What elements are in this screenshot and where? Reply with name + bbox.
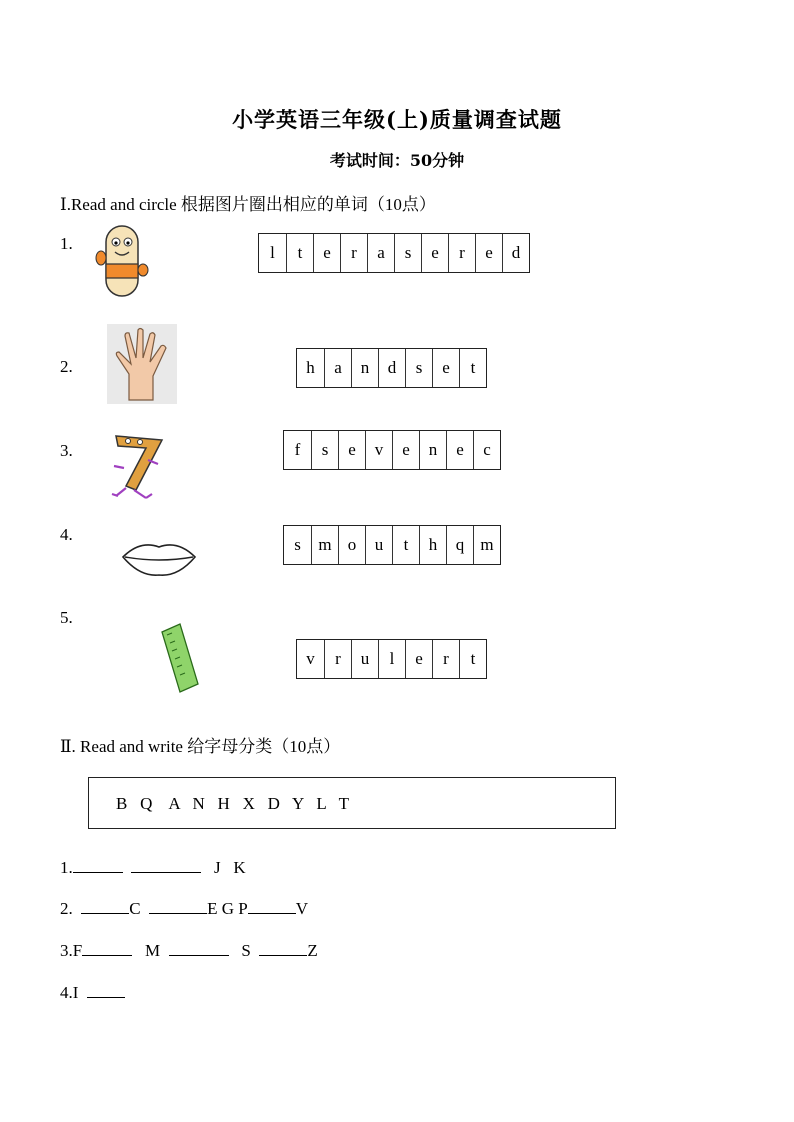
letter-cell[interactable]: e — [405, 640, 432, 678]
ruler-icon — [158, 622, 202, 699]
letter-cell[interactable]: d — [378, 349, 405, 387]
letter-cell[interactable]: d — [502, 234, 529, 272]
blank[interactable] — [149, 898, 207, 914]
letter-cell[interactable]: f — [294, 440, 301, 459]
letter-cell[interactable]: t — [459, 349, 486, 387]
given-letter: V — [295, 899, 308, 918]
fill-line-3 — [60, 940, 318, 961]
letter-cell[interactable]: a — [367, 234, 394, 272]
given-letter: M — [144, 941, 161, 960]
blank[interactable] — [82, 940, 132, 956]
question-number: 5. — [60, 608, 73, 627]
given-letter: Z — [307, 941, 318, 960]
given-letter: K — [233, 858, 246, 877]
letter-cell[interactable]: e — [421, 234, 448, 272]
question-number: 4. — [60, 525, 73, 544]
letter-cell[interactable]: s — [405, 349, 432, 387]
question-number: 3. — [60, 441, 73, 460]
blank[interactable] — [131, 857, 201, 873]
letter-grid-1 — [258, 233, 530, 273]
question-number: 1. — [60, 234, 73, 253]
blank[interactable] — [81, 898, 129, 914]
letter-cell[interactable]: r — [432, 640, 459, 678]
line-number: 2. — [60, 899, 73, 918]
blank[interactable] — [87, 982, 125, 998]
letter-cell[interactable]: h — [306, 358, 315, 377]
seven-cartoon-icon — [106, 430, 170, 507]
fill-line-1 — [60, 857, 246, 878]
letter-cell[interactable]: e — [446, 431, 473, 469]
blank[interactable] — [73, 857, 123, 873]
eraser-cartoon-icon — [92, 220, 152, 307]
letter-cell[interactable]: n — [419, 431, 446, 469]
hand-icon — [107, 324, 177, 409]
letter-bank: B Q A N H X D Y L T — [116, 794, 349, 813]
letter-cell[interactable]: t — [392, 526, 419, 564]
letter-cell[interactable]: m — [473, 526, 500, 564]
letter-cell[interactable]: e — [392, 431, 419, 469]
letter-cell[interactable]: a — [324, 349, 351, 387]
letter-cell[interactable]: e — [338, 431, 365, 469]
given-letter: C — [129, 899, 141, 918]
letter-cell[interactable]: s — [294, 535, 301, 554]
letter-cell[interactable]: e — [432, 349, 459, 387]
question-number: 2. — [60, 357, 73, 376]
letter-cell[interactable]: l — [378, 640, 405, 678]
letter-cell[interactable]: v — [365, 431, 392, 469]
letter-grid-4 — [283, 525, 501, 565]
letter-cell[interactable]: n — [351, 349, 378, 387]
letter-cell[interactable]: t — [459, 640, 486, 678]
letter-cell[interactable]: r — [448, 234, 475, 272]
letter-cell[interactable]: c — [473, 431, 500, 469]
letter-cell[interactable]: m — [311, 526, 338, 564]
given-letter: S — [241, 941, 251, 960]
letter-cell[interactable]: r — [340, 234, 367, 272]
letter-grid-2 — [296, 348, 487, 388]
given-letter: J — [214, 858, 221, 877]
given-letter: E G P — [207, 899, 248, 918]
letter-cell[interactable]: o — [338, 526, 365, 564]
letter-cell[interactable]: q — [446, 526, 473, 564]
letter-cell[interactable]: s — [394, 234, 421, 272]
fill-line-2 — [60, 898, 308, 919]
letter-cell[interactable]: h — [419, 526, 446, 564]
line-number: 3.F — [60, 941, 83, 960]
fill-line-4 — [60, 982, 125, 1003]
section1-heading: Ⅰ.Read and circle 根据图片圈出相应的单词（10点） — [60, 195, 436, 214]
line-number: 1. — [60, 858, 73, 877]
letter-cell[interactable]: s — [311, 431, 338, 469]
letter-grid-3 — [283, 430, 501, 470]
mouth-icon — [120, 537, 198, 584]
blank[interactable] — [169, 940, 229, 956]
letter-cell[interactable]: r — [324, 640, 351, 678]
line-number: 4.I — [60, 983, 79, 1002]
exam-time: 考试时间：50分钟 — [329, 151, 465, 170]
letter-grid-5 — [296, 639, 487, 679]
letter-cell[interactable]: u — [351, 640, 378, 678]
letter-cell[interactable]: e — [475, 234, 502, 272]
letter-cell[interactable]: l — [270, 243, 275, 262]
blank[interactable] — [259, 940, 307, 956]
page-title: 小学英语三年级(上)质量调查试题 — [232, 107, 562, 132]
blank[interactable] — [248, 898, 296, 914]
letter-cell[interactable]: u — [365, 526, 392, 564]
letter-cell[interactable]: e — [313, 234, 340, 272]
letter-cell[interactable]: t — [286, 234, 313, 272]
letter-cell[interactable]: v — [306, 649, 315, 668]
section2-heading: Ⅱ. Read and write 给字母分类（10点） — [60, 737, 341, 756]
